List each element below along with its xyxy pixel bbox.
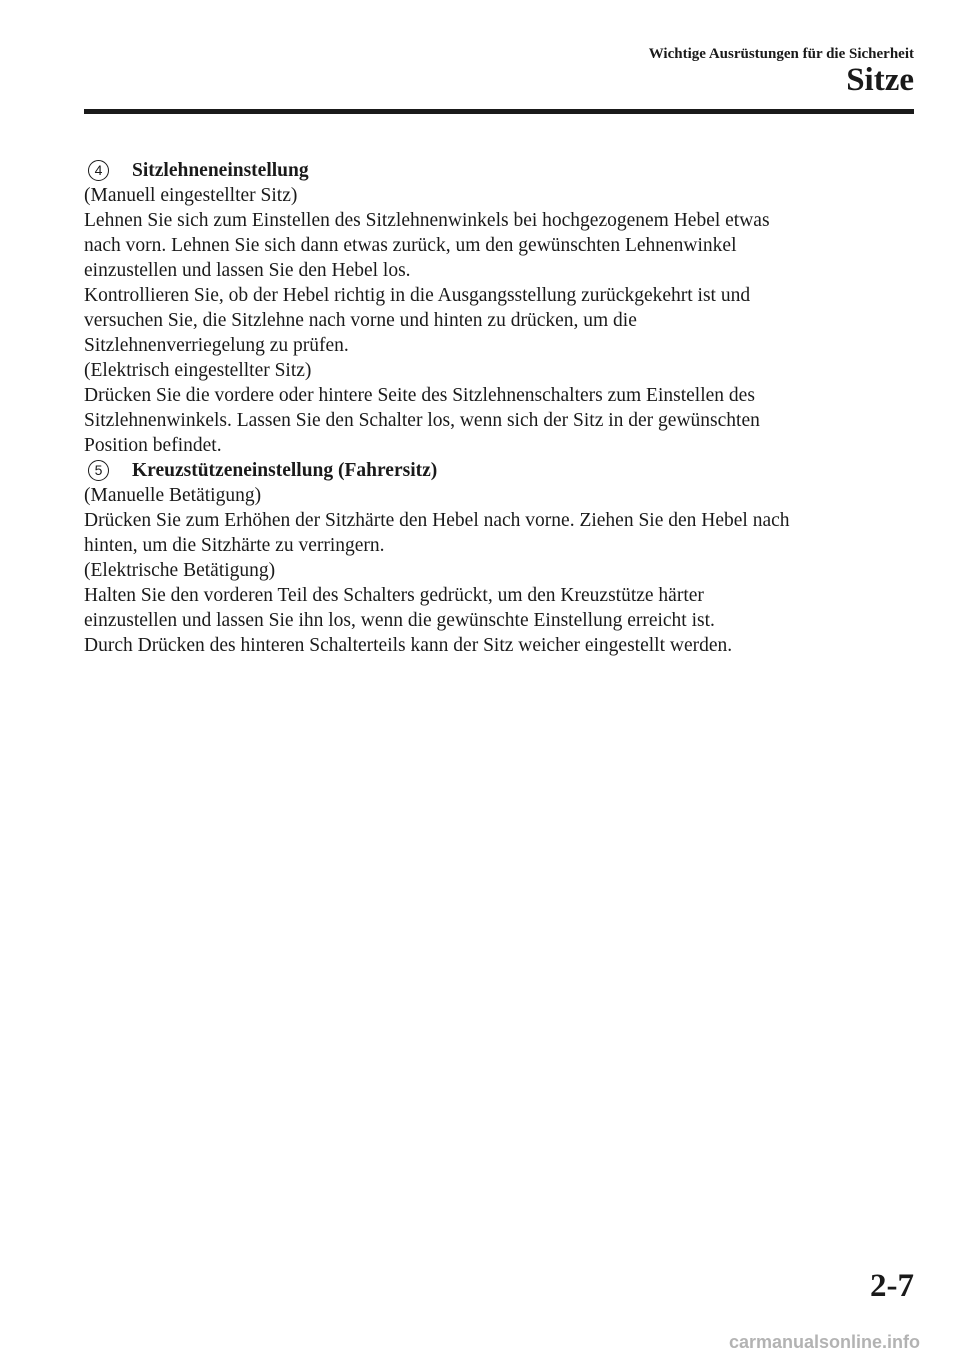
circled-number-icon: 4 bbox=[88, 160, 109, 181]
body-line: einzustellen und lassen Sie ihn los, wenn die gewünschte Einstellung erreicht ist. bbox=[84, 610, 715, 631]
body-line: nach vorn. Lehnen Sie sich dann etwas zurück, um den gewünschten Lehnenwinkel bbox=[84, 235, 737, 256]
body-line: Drücken Sie die vordere oder hintere Seite des Sitzlehnenschalters zum Einstellen des bbox=[84, 385, 755, 406]
body-line: Position befindet. bbox=[84, 435, 222, 456]
page-body bbox=[84, 158, 914, 658]
page-number: 2-7 bbox=[870, 1268, 914, 1304]
page-title: Sitze bbox=[846, 62, 914, 98]
body-line: Halten Sie den vorderen Teil des Schalters gedrückt, um den Kreuzstütze härter bbox=[84, 585, 704, 606]
body-line: einzustellen und lassen Sie den Hebel los. bbox=[84, 260, 411, 281]
chapter-subtitle: Wichtige Ausrüstungen für die Sicherheit bbox=[648, 46, 914, 62]
body-line: (Elektrisch eingestellter Sitz) bbox=[84, 360, 312, 381]
body-line: (Manuelle Betätigung) bbox=[84, 485, 262, 506]
body-line: (Manuell eingestellter Sitz) bbox=[84, 185, 298, 206]
body-line: hinten, um die Sitzhärte zu verringern. bbox=[84, 535, 385, 556]
body-line: versuchen Sie, die Sitzlehne nach vorne und hinten zu drücken, um die bbox=[84, 310, 637, 331]
section-heading bbox=[84, 158, 914, 183]
body-line: Sitzlehnenverriegelung zu prüfen. bbox=[84, 335, 349, 356]
section-backrest-adjustment bbox=[84, 158, 914, 458]
body-line: Durch Drücken des hinteren Schalterteils kann der Sitz weicher eingestellt werden. bbox=[84, 635, 733, 656]
section-heading bbox=[84, 458, 914, 483]
header-divider bbox=[84, 109, 914, 114]
body-line: Lehnen Sie sich zum Einstellen des Sitzlehnenwinkels bei hochgezogenem Hebel etwas bbox=[84, 210, 770, 231]
body-line: Drücken Sie zum Erhöhen der Sitzhärte den Hebel nach vorne. Ziehen Sie den Hebel nach bbox=[84, 510, 790, 531]
body-line: Sitzlehnenwinkels. Lassen Sie den Schalter los, wenn sich der Sitz in der gewünschten bbox=[84, 410, 760, 431]
section-title: Sitzlehneneinstellung bbox=[132, 160, 309, 181]
circled-number-icon: 5 bbox=[88, 460, 109, 481]
section-lumbar-support-adjustment bbox=[84, 458, 914, 658]
body-line: (Elektrische Betätigung) bbox=[84, 560, 276, 581]
section-title: Kreuzstützeneinstellung (Fahrersitz) bbox=[132, 460, 438, 481]
body-line: Kontrollieren Sie, ob der Hebel richtig in die Ausgangsstellung zurückgekehrt ist und bbox=[84, 285, 751, 306]
watermark-logo: carmanualsonline.info bbox=[728, 1332, 920, 1352]
